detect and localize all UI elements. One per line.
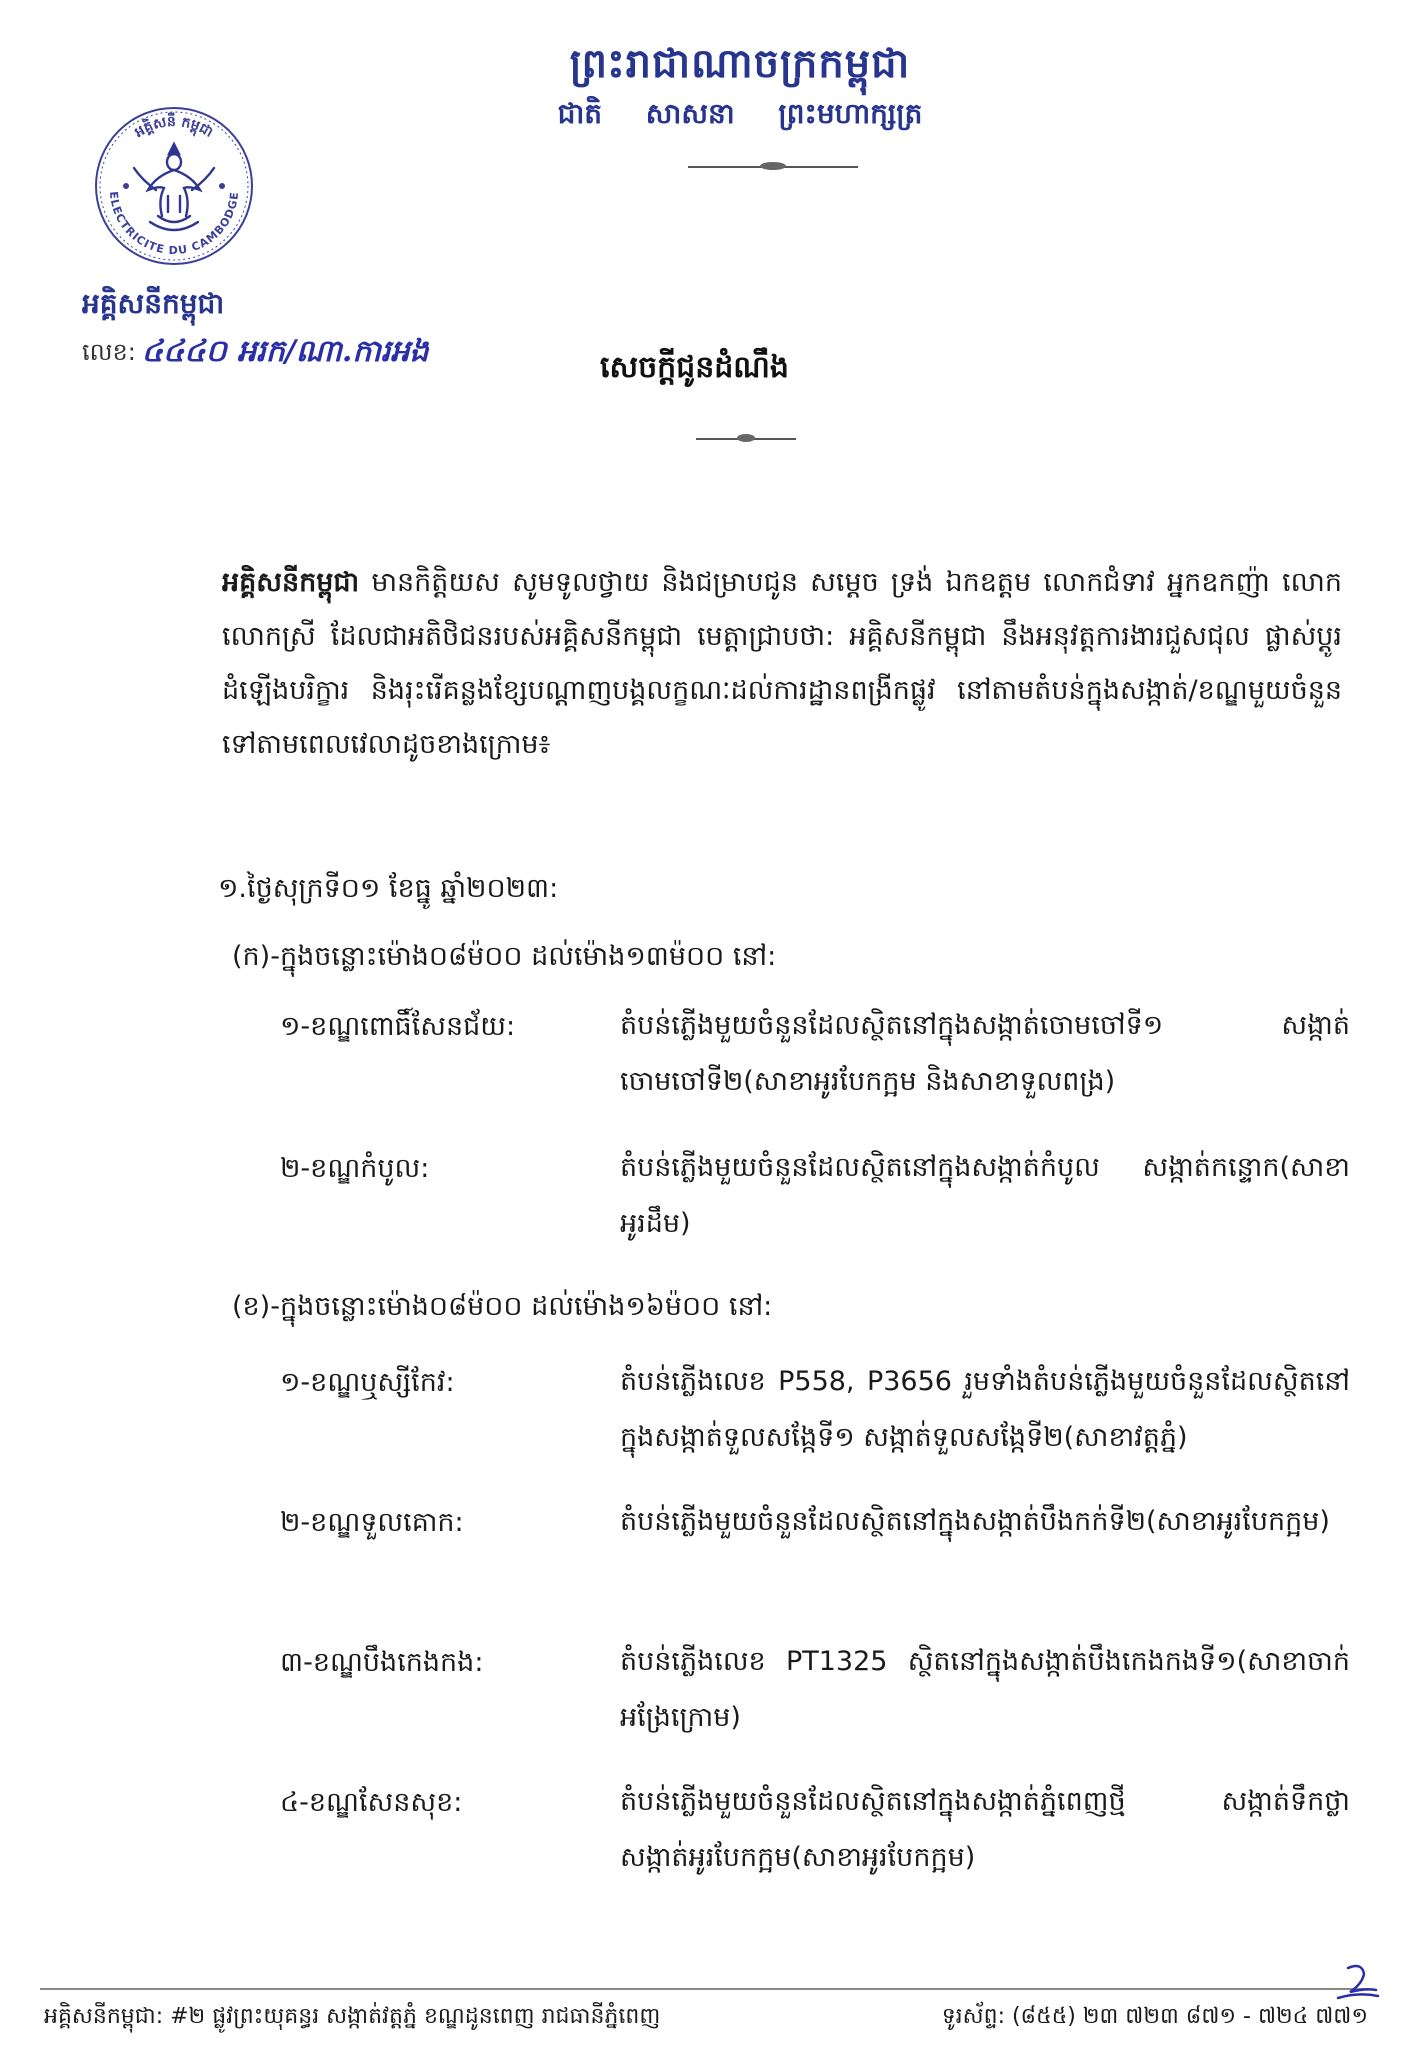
section-b-item-2-label: ២-ខណ្ឌទួលគោក: [280, 1507, 464, 1538]
seal-bottom-text: ELECTRICITE DU CAMBODGE [106, 190, 242, 258]
header-ornament [688, 166, 858, 168]
section-b-item-3-desc: តំបន់ភ្លើងលេខ PT1325 ស្ថិតនៅក្នុងសង្កាត់បឹងកេងកងទី១(សាខាចាក់អង្រែក្រោម) [620, 1646, 1350, 1733]
intro-paragraph [222, 556, 1342, 772]
section-a-item-2-label: ២-ខណ្ឌកំបូល: [280, 1153, 430, 1184]
reference-label: លេខ: [82, 337, 136, 366]
section-b-item-1-label: ១-ខណ្ឌឬស្សីកែវ: [280, 1367, 455, 1398]
section-b-item-4-label: ៤-ខណ្ឌសែនសុខ: [280, 1787, 463, 1818]
notice-title: សេចក្តីជូនដំណឹង [600, 350, 789, 385]
intro-text: មានកិត្តិយស សូមទូលថ្វាយ និងជម្រាបជូន សម្តេច ទ្រង់ ឯកឧត្តម លោកជំទាវ អ្នកឧកញ៉ា លោក លោកស្រី ដែលជាអតិថិជនរបស់អគ្គិសនីកម្ពុជា មេត្តាជ្រាបថា: អគ្គិសនីកម្ពុជា នឹងអនុវត្តការងារជួសជុល ផ្លាស់ប្តូរដំឡើងបរិក្ខារ និងរុះរើគន្លងខ្សែបណ្តាញបង្គលក្ខណៈដល់ការដ្ឋានពង្រីកផ្លូវ នៅតាមតំបន់ក្នុងសង្កាត់/ខណ្ឌមួយចំនួនទៅតាមពេលវេលាដូចខាងក្រោម៖ [222, 567, 1342, 760]
organization-name: អគ្គិសនីកម្ពុជា [82, 287, 225, 320]
section-b-item-3-label: ៣-ខណ្ឌបឹងកេងកង: [280, 1647, 484, 1678]
edc-seal-logo [92, 104, 256, 268]
section-b-heading: (ខ)-ក្នុងចន្លោះម៉ោង០៨ម៉០០ ដល់ម៉ោង១៦ម៉០០ នៅ: [232, 1291, 773, 1322]
section-b-item-2-desc: តំបន់ភ្លើងមួយចំនួនដែលស្ថិតនៅក្នុងសង្កាត់បឹងកក់ទី២(សាខាអូរបែកក្អម) [620, 1506, 1330, 1537]
section-b-item-4-desc: តំបន់ភ្លើងមួយចំនួនដែលស្ថិតនៅក្នុងសង្កាត់ភ្នំពេញថ្មី សង្កាត់ទឹកថ្លា សង្កាត់អូរបែកក្អម(សាខាអូរបែកក្អម) [620, 1786, 1350, 1873]
section-a-item-1-label: ១-ខណ្ឌពោធិ៍សែនជ័យ: [280, 1011, 516, 1042]
seal-top-text: អគ្គិសនី កម្ពុជា [131, 113, 216, 141]
schedule-date: ១.ថ្ងៃសុក្រទី០១ ខែធ្នូ ឆ្នាំ២០២៣: [218, 873, 559, 904]
footer-phone: ទូរស័ព្ទ: (៨៥៥) ២៣ ៧២៣ ៨៧១ - ៧២៤ ៧៧១ [941, 2004, 1368, 2029]
reference-number: ៤៤៤០ អរក/ណា.ការអង [141, 334, 429, 369]
title-ornament [696, 438, 796, 440]
kingdom-title: ព្រះរាជាណាចក្រកម្ពុជា [569, 41, 911, 87]
footer-divider [40, 1988, 1370, 1990]
intro-org-name: អគ្គិសនីកម្ពុជា [222, 567, 360, 598]
reference-line [82, 332, 429, 376]
svg-text:អគ្គិសនី កម្ពុជា [132, 112, 216, 141]
national-motto: ជាតិ សាសនា ព្រះមហាក្សត្រ [557, 97, 923, 130]
section-a-item-1-desc: តំបន់ភ្លើងមួយចំនួនដែលស្ថិតនៅក្នុងសង្កាត់ចោមចៅទី១ សង្កាត់ចោមចៅទី២(សាខាអូរបែកក្អម និងសាខាទួលពង្រ) [620, 1010, 1350, 1097]
section-a-heading: (ក)-ក្នុងចន្លោះម៉ោង០៨ម៉០០ ដល់ម៉ោង១៣ម៉០០ នៅ: [232, 941, 777, 972]
initial-signature-mark [1328, 1960, 1388, 2004]
section-a-item-2-desc: តំបន់ភ្លើងមួយចំនួនដែលស្ថិតនៅក្នុងសង្កាត់កំបូល សង្កាត់កន្ទោក(សាខាអូរដឹម) [620, 1152, 1350, 1239]
footer-address: អគ្គិសនីកម្ពុជា: #២ ផ្លូវព្រះយុគន្ធរ សង្កាត់វត្តភ្នំ ខណ្ឌដូនពេញ រាជធានីភ្នំពេញ [44, 2004, 661, 2029]
section-b-item-1-desc: តំបន់ភ្លើងលេខ P558, P3656 រួមទាំងតំបន់ភ្លើងមួយចំនួនដែលស្ថិតនៅក្នុងសង្កាត់ទួលសង្កែទី១ សង្កាត់ទួលសង្កែទី២(សាខាវត្តភ្នំ) [620, 1366, 1350, 1453]
